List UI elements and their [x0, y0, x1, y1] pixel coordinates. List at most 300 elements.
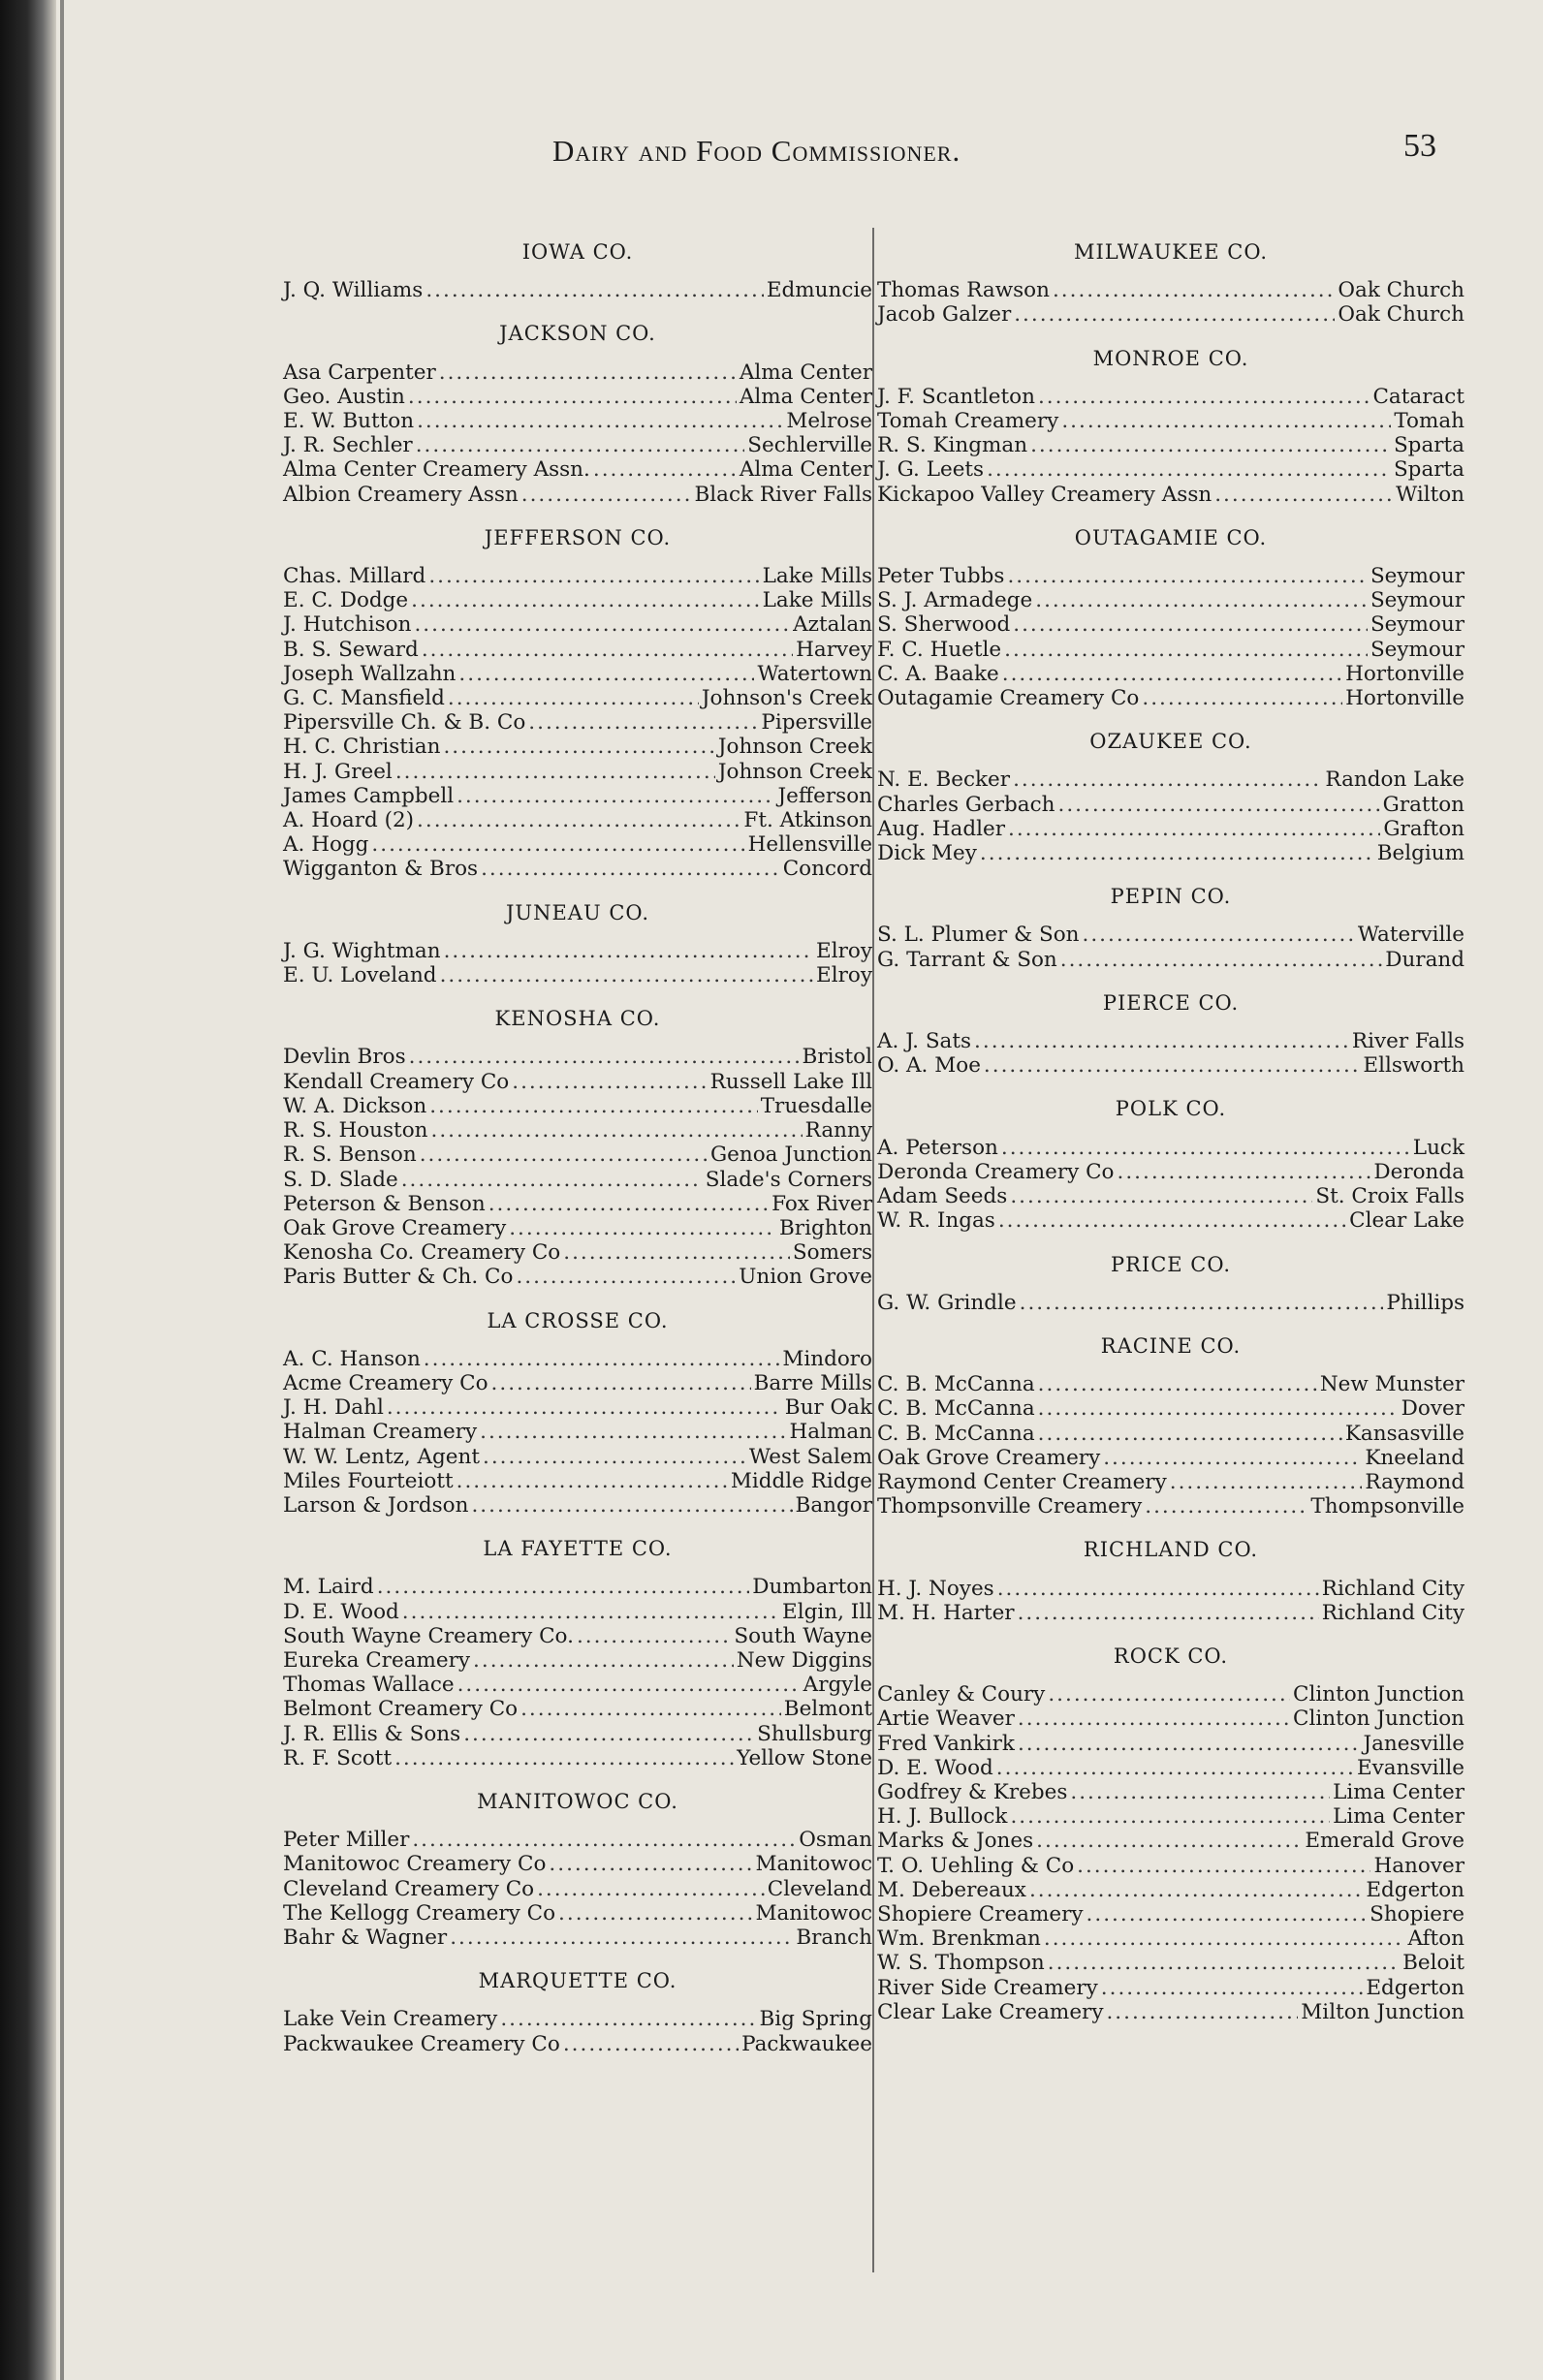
entry-place: Kneeland: [1365, 1445, 1464, 1470]
dot-leader: [387, 1395, 782, 1420]
entry-name: Kenosha Co. Creamery Co: [283, 1240, 561, 1266]
entry-name: M. Debereaux: [877, 1877, 1026, 1902]
directory-entry: [283, 1746, 872, 1770]
entry-place: Edmuncie: [766, 278, 872, 303]
dot-leader: [450, 1926, 793, 1950]
directory-entry: [283, 1371, 872, 1395]
county-heading: PEPIN CO.: [1110, 885, 1232, 909]
entry-place: Milton Junction: [1301, 1999, 1464, 2024]
directory-entry: [877, 1470, 1464, 1494]
entry-place: Johnson's Creek: [701, 686, 872, 711]
county-heading: MONROE CO.: [1092, 346, 1249, 370]
entry-name: W. R. Ingas: [877, 1208, 995, 1234]
directory-entry: [283, 2007, 872, 2031]
entry-place: Aztalan: [793, 612, 872, 638]
entry-place: Cleveland: [767, 1876, 872, 1901]
directory-entry: [877, 1780, 1464, 1804]
entry-name: Lake Vein Creamery: [283, 2007, 498, 2032]
dot-leader: [1117, 1160, 1370, 1184]
dot-leader: [997, 1577, 1319, 1601]
dot-leader: [558, 1901, 752, 1926]
entry-place: Osman: [799, 1828, 872, 1853]
dot-leader: [439, 360, 737, 385]
directory-entry: [877, 1682, 1464, 1707]
directory-entry: [283, 1395, 872, 1420]
directory-entry: [877, 1577, 1464, 1601]
directory-entry: [283, 1143, 872, 1167]
entry-name: Bahr & Wagner: [283, 1925, 448, 1950]
dot-leader: [431, 1118, 803, 1143]
dot-leader: [440, 963, 813, 987]
entry-name: Marks & Jones: [877, 1829, 1034, 1854]
entry-name: A. Hoard (2): [283, 808, 415, 833]
dot-leader: [1048, 1682, 1290, 1707]
entry-name: Fred Vankirk: [877, 1731, 1015, 1756]
directory-entry: [877, 1707, 1464, 1731]
entry-place: Gratton: [1382, 792, 1464, 817]
entry-name: Tomah Creamery: [877, 409, 1059, 434]
entry-place: Janesville: [1363, 1731, 1464, 1756]
entry-place: Dumbarton: [752, 1575, 872, 1600]
dot-leader: [1018, 1732, 1361, 1756]
entry-place: Black River Falls: [694, 482, 872, 507]
entry-place: Watertown: [757, 661, 872, 686]
entry-place: Ft. Atkinson: [743, 808, 872, 833]
directory-entry: [877, 1902, 1464, 1926]
entry-name: Packwaukee Creamery Co: [283, 2031, 560, 2056]
directory-entry: [283, 1697, 872, 1721]
directory-entry: [283, 1600, 872, 1624]
entry-name: Canley & Coury: [877, 1682, 1046, 1707]
directory-entry: [877, 1951, 1464, 1975]
left-column: [283, 240, 872, 2056]
directory-entry: [877, 409, 1464, 433]
entry-place: Seymour: [1370, 564, 1464, 589]
dot-leader: [549, 1852, 752, 1876]
directory-entry: [283, 612, 872, 637]
dot-leader: [429, 1094, 758, 1118]
entry-place: Lima Center: [1333, 1804, 1464, 1830]
directory-entry: [283, 1673, 872, 1697]
entry-name: E. C. Dodge: [283, 588, 409, 613]
entry-name: M. Laird: [283, 1575, 374, 1600]
directory-entry: [283, 564, 872, 588]
entry-name: Godfrey & Krebes: [877, 1779, 1068, 1804]
entry-name: Kickapoo Valley Creamery Assn: [877, 482, 1212, 507]
entry-place: Richland City: [1321, 1576, 1464, 1601]
entry-name: J. G. Leets: [877, 457, 985, 483]
page-number: 53: [1403, 128, 1436, 164]
entry-name: Oak Grove Creamery: [877, 1445, 1101, 1470]
directory-entry: [283, 433, 872, 457]
directory-entry: [877, 1854, 1464, 1878]
county-heading: PRICE CO.: [1110, 1252, 1232, 1276]
dot-leader: [457, 1469, 728, 1493]
entry-place: South Wayne: [734, 1623, 872, 1648]
dot-leader: [1145, 1494, 1307, 1519]
entry-place: Mindoro: [782, 1346, 872, 1371]
entry-name: T. O. Uehling & Co: [877, 1853, 1075, 1878]
entry-name: W. S. Thompson: [877, 1951, 1045, 1976]
entry-name: C. A. Baake: [877, 661, 999, 686]
dot-leader: [500, 2007, 756, 2031]
dot-leader: [1170, 1470, 1363, 1494]
entry-place: Oak Church: [1338, 278, 1464, 303]
directory-entry: [283, 808, 872, 832]
entry-place: Afton: [1407, 1926, 1464, 1952]
entry-place: Clear Lake: [1349, 1208, 1464, 1234]
entry-place: Branch: [796, 1925, 872, 1950]
dot-leader: [1142, 686, 1342, 710]
entry-name: James Campbell: [283, 783, 455, 808]
entry-place: Alma Center: [739, 360, 872, 385]
directory-entry: [283, 1901, 872, 1926]
entry-place: Halman: [789, 1420, 872, 1445]
entry-name: Thomas Rawson: [877, 278, 1050, 303]
entry-name: G. C. Mansfield: [283, 686, 445, 711]
binding-shadow-line: [60, 0, 64, 2380]
dot-leader: [457, 784, 774, 808]
entry-place: Harvey: [796, 637, 872, 662]
dot-leader: [974, 1029, 1349, 1053]
dot-leader: [563, 1240, 790, 1265]
entry-place: Hortonville: [1345, 661, 1464, 686]
dot-leader: [1008, 817, 1380, 841]
dot-leader: [1013, 767, 1322, 792]
entry-name: J. R. Ellis & Sons: [283, 1721, 461, 1746]
entry-name: M. H. Harter: [877, 1600, 1015, 1625]
directory-entry: [283, 760, 872, 784]
directory-entry: [877, 841, 1464, 865]
entry-place: Wilton: [1396, 482, 1464, 507]
directory-entry: [877, 1732, 1464, 1756]
entry-place: Belgium: [1376, 841, 1464, 866]
dot-leader: [1035, 588, 1368, 612]
directory-entry: [283, 360, 872, 385]
entry-place: Durand: [1385, 947, 1464, 972]
dot-leader: [1007, 564, 1367, 588]
entry-name: Miles Fourteiott: [283, 1468, 454, 1493]
entry-name: Clear Lake Creamery: [877, 1999, 1104, 2024]
entry-place: Dover: [1401, 1396, 1464, 1422]
entry-place: Elroy: [816, 938, 872, 963]
entry-name: Deronda Creamery Co: [877, 1159, 1115, 1184]
entry-name: H. J. Bullock: [877, 1804, 1008, 1830]
entry-name: Belmont Creamery Co: [283, 1697, 519, 1722]
dot-leader: [443, 735, 714, 759]
entry-place: Kansasville: [1344, 1421, 1464, 1446]
directory-entry: [877, 1029, 1464, 1053]
dot-leader: [1044, 1926, 1405, 1951]
entry-name: H. C. Christian: [283, 735, 441, 760]
entry-place: Seymour: [1370, 588, 1464, 613]
directory-entry: [877, 1184, 1464, 1208]
entry-place: Bur Oak: [784, 1395, 872, 1421]
entry-name: The Kellogg Creamery Co: [283, 1900, 556, 1926]
entry-place: Randon Lake: [1325, 767, 1464, 793]
county-heading: POLK CO.: [1115, 1097, 1227, 1121]
directory-entry: [283, 1493, 872, 1518]
directory-entry: [877, 1926, 1464, 1951]
entry-name: E. W. Button: [283, 409, 415, 434]
dot-leader: [473, 1648, 734, 1673]
dot-leader: [563, 2032, 739, 2056]
entry-name: G. Tarrant & Son: [877, 947, 1057, 972]
dot-leader: [1020, 1291, 1384, 1315]
dot-leader: [593, 457, 737, 482]
entry-place: Pipersville: [761, 710, 872, 736]
entry-place: Alma Center: [739, 384, 872, 409]
dot-leader: [488, 1192, 769, 1216]
entry-place: Johnson Creek: [717, 759, 872, 784]
directory-entry: [283, 1877, 872, 1901]
dot-leader: [395, 760, 715, 784]
entry-place: Shopiere: [1370, 1901, 1464, 1926]
dot-leader: [411, 588, 759, 612]
directory-entry: [283, 1648, 872, 1673]
directory-entry: [283, 457, 872, 482]
directory-entry: [877, 948, 1464, 972]
dot-leader: [491, 1371, 751, 1395]
directory-entry: [283, 278, 872, 302]
dot-leader: [1030, 433, 1391, 457]
dot-leader: [1061, 409, 1391, 433]
entry-name: Alma Center Creamery Assn.: [283, 457, 590, 483]
county-heading: LA FAYETTE CO.: [483, 1537, 673, 1561]
entry-place: Fox River: [772, 1191, 872, 1216]
dot-leader: [416, 433, 745, 457]
entry-name: J. F. Scantleton: [877, 384, 1035, 409]
entry-place: Richland City: [1321, 1600, 1464, 1625]
entry-place: Seymour: [1370, 637, 1464, 662]
entry-place: Phillips: [1386, 1290, 1464, 1315]
entry-place: Manitowoc: [755, 1900, 872, 1926]
entry-place: Big Spring: [759, 2007, 872, 2032]
entry-place: Somers: [792, 1240, 872, 1266]
entry-place: Genoa Junction: [709, 1143, 872, 1168]
directory-entry: [283, 2032, 872, 2056]
directory-entry: [877, 1396, 1464, 1421]
county-heading: JACKSON CO.: [499, 322, 656, 346]
entry-place: Union Grove: [739, 1265, 872, 1290]
dot-leader: [422, 638, 793, 662]
entry-name: Outagamie Creamery Co: [877, 686, 1140, 711]
directory-entry: [283, 784, 872, 808]
county-heading: MARQUETTE CO.: [478, 1969, 677, 1993]
entry-name: Thompsonville Creamery: [877, 1494, 1143, 1519]
entry-name: F. C. Huetle: [877, 637, 1002, 662]
entry-name: Shopiere Creamery: [877, 1901, 1084, 1926]
directory-entry: [283, 1168, 872, 1192]
entry-place: New Diggins: [736, 1647, 872, 1673]
entry-name: Artie Weaver: [877, 1707, 1015, 1732]
book-binding-edge: [0, 0, 56, 2380]
entry-name: J. R. Sechler: [283, 433, 413, 458]
directory-entry: [877, 686, 1464, 710]
entry-place: Lima Center: [1333, 1779, 1464, 1804]
dot-leader: [1013, 612, 1368, 637]
county-heading: IOWA CO.: [521, 240, 634, 264]
entry-place: Waterville: [1357, 923, 1464, 948]
directory-entry: [283, 1852, 872, 1876]
entry-place: St. Croix Falls: [1315, 1184, 1464, 1209]
dot-leader: [412, 1828, 796, 1852]
entry-place: Ellsworth: [1363, 1053, 1464, 1079]
entry-place: Alma Center: [739, 457, 872, 483]
directory-entry: [877, 1804, 1464, 1829]
dot-leader: [444, 939, 813, 963]
dot-leader: [1038, 1372, 1317, 1396]
entry-name: A. Peterson: [877, 1135, 998, 1160]
directory-entry: [283, 1420, 872, 1444]
dot-leader: [394, 1746, 734, 1770]
dot-leader: [481, 857, 780, 881]
dot-leader: [371, 832, 744, 857]
entry-place: Cataract: [1372, 384, 1464, 409]
entry-place: Lake Mills: [762, 588, 872, 613]
directory-entry: [877, 1756, 1464, 1780]
entry-place: Elroy: [816, 963, 872, 988]
dot-leader: [458, 662, 754, 686]
entry-place: Evansville: [1356, 1755, 1464, 1780]
county-heading: KENOSHA CO.: [494, 1007, 661, 1031]
directory-entry: [283, 409, 872, 433]
dot-leader: [457, 1673, 801, 1697]
entry-place: Beloit: [1402, 1951, 1464, 1976]
dot-leader: [512, 1070, 707, 1094]
directory-entry: [283, 1469, 872, 1493]
dot-leader: [408, 385, 737, 409]
directory-entry: [283, 939, 872, 963]
directory-entry: [877, 1878, 1464, 1902]
entry-place: Shullsburg: [757, 1721, 872, 1746]
entry-name: N. E. Becker: [877, 767, 1011, 793]
entry-place: Brighton: [779, 1215, 872, 1240]
entry-place: Clinton Junction: [1293, 1707, 1464, 1732]
dot-leader: [463, 1722, 754, 1746]
dot-leader: [483, 1445, 746, 1469]
entry-place: Slade's Corners: [705, 1167, 872, 1192]
directory-entry: [283, 1192, 872, 1216]
entry-name: Geo. Austin: [283, 384, 405, 409]
entry-name: S. D. Slade: [283, 1167, 398, 1192]
county-heading: JUNEAU CO.: [505, 900, 650, 924]
dot-leader: [521, 483, 692, 507]
dot-leader: [1038, 1422, 1342, 1446]
entry-place: Edgerton: [1366, 1877, 1464, 1902]
entry-name: Albion Creamery Assn: [283, 482, 519, 507]
directory-entry: [877, 1208, 1464, 1233]
directory-entry: [283, 686, 872, 710]
dot-leader: [984, 1053, 1360, 1078]
entry-name: J. H. Dahl: [283, 1395, 384, 1421]
entry-name: J. Q. Williams: [283, 278, 424, 303]
entry-name: Kendall Creamery Co: [283, 1069, 510, 1094]
entry-place: Sechlerville: [747, 433, 872, 458]
dot-leader: [420, 1143, 708, 1167]
entry-name: C. B. McCanna: [877, 1421, 1035, 1446]
dot-leader: [1101, 1976, 1364, 2000]
directory-entry: [877, 385, 1464, 409]
entry-place: Argyle: [803, 1673, 872, 1698]
county-heading: LA CROSSE CO.: [487, 1308, 669, 1332]
entry-place: Yellow Stone: [737, 1745, 872, 1770]
entry-name: R. S. Kingman: [877, 433, 1028, 458]
directory-entry: [283, 1118, 872, 1143]
entry-name: A. J. Sats: [877, 1029, 972, 1054]
entry-name: Peterson & Benson: [283, 1191, 486, 1216]
dot-leader: [980, 841, 1374, 865]
dot-leader: [1103, 1446, 1362, 1470]
directory-entry: [877, 1422, 1464, 1446]
directory-entry: [283, 857, 872, 881]
directory-entry: [877, 923, 1464, 947]
entry-name: Eureka Creamery: [283, 1647, 471, 1673]
entry-name: Acme Creamery Co: [283, 1370, 488, 1395]
directory-entry: [283, 638, 872, 662]
entry-name: S. L. Plumer & Son: [877, 923, 1080, 948]
dot-leader: [417, 409, 783, 433]
dot-leader: [1002, 662, 1342, 686]
dot-leader: [1070, 1780, 1330, 1804]
entry-name: Halman Creamery: [283, 1420, 478, 1445]
entry-place: Seymour: [1370, 612, 1464, 638]
directory-entry: [877, 1136, 1464, 1160]
entry-name: Charles Gerbach: [877, 792, 1055, 817]
directory-entry: [283, 1575, 872, 1599]
directory-entry: [283, 1347, 872, 1371]
entry-name: River Side Creamery: [877, 1975, 1098, 2000]
dot-leader: [424, 1347, 780, 1371]
directory-entry: [877, 767, 1464, 792]
directory-entry: [283, 1094, 872, 1118]
entry-name: Raymond Center Creamery: [877, 1469, 1167, 1494]
entry-place: New Munster: [1319, 1372, 1464, 1397]
entry-name: C. B. McCanna: [877, 1372, 1035, 1397]
entry-name: South Wayne Creamery Co.: [283, 1623, 574, 1648]
directory-entry: [283, 963, 872, 987]
entry-place: Manitowoc: [755, 1852, 872, 1877]
entry-name: H. J. Noyes: [877, 1576, 994, 1601]
directory-entry: [877, 612, 1464, 637]
entry-name: D. E. Wood: [877, 1755, 993, 1780]
entry-name: B. S. Seward: [283, 637, 419, 662]
directory-entry: [877, 638, 1464, 662]
dot-leader: [425, 278, 764, 302]
directory-entry: [877, 433, 1464, 457]
directory-entry: [877, 483, 1464, 507]
dot-leader: [1038, 385, 1370, 409]
dot-leader: [1001, 1136, 1410, 1160]
directory-entry: [877, 564, 1464, 588]
entry-name: H. J. Greel: [283, 759, 393, 784]
directory-entry: [877, 1446, 1464, 1470]
entry-name: G. W. Grindle: [877, 1290, 1017, 1315]
entry-name: J. Hutchison: [283, 612, 412, 638]
entry-name: Cleveland Creamery Co: [283, 1876, 535, 1901]
directory-entry: [877, 1829, 1464, 1853]
entry-name: E. U. Loveland: [283, 963, 437, 988]
entry-name: Wm. Brenkman: [877, 1926, 1041, 1952]
entry-name: A. Hogg: [283, 832, 369, 858]
entry-name: Adam Seeds: [877, 1184, 1008, 1209]
directory-entry: [283, 483, 872, 507]
entry-place: Grafton: [1383, 816, 1464, 841]
entry-place: River Falls: [1351, 1029, 1464, 1054]
county-heading: JEFFERSON CO.: [484, 525, 672, 549]
entry-name: Oak Grove Creamery: [283, 1215, 507, 1240]
dot-leader: [480, 1420, 786, 1444]
